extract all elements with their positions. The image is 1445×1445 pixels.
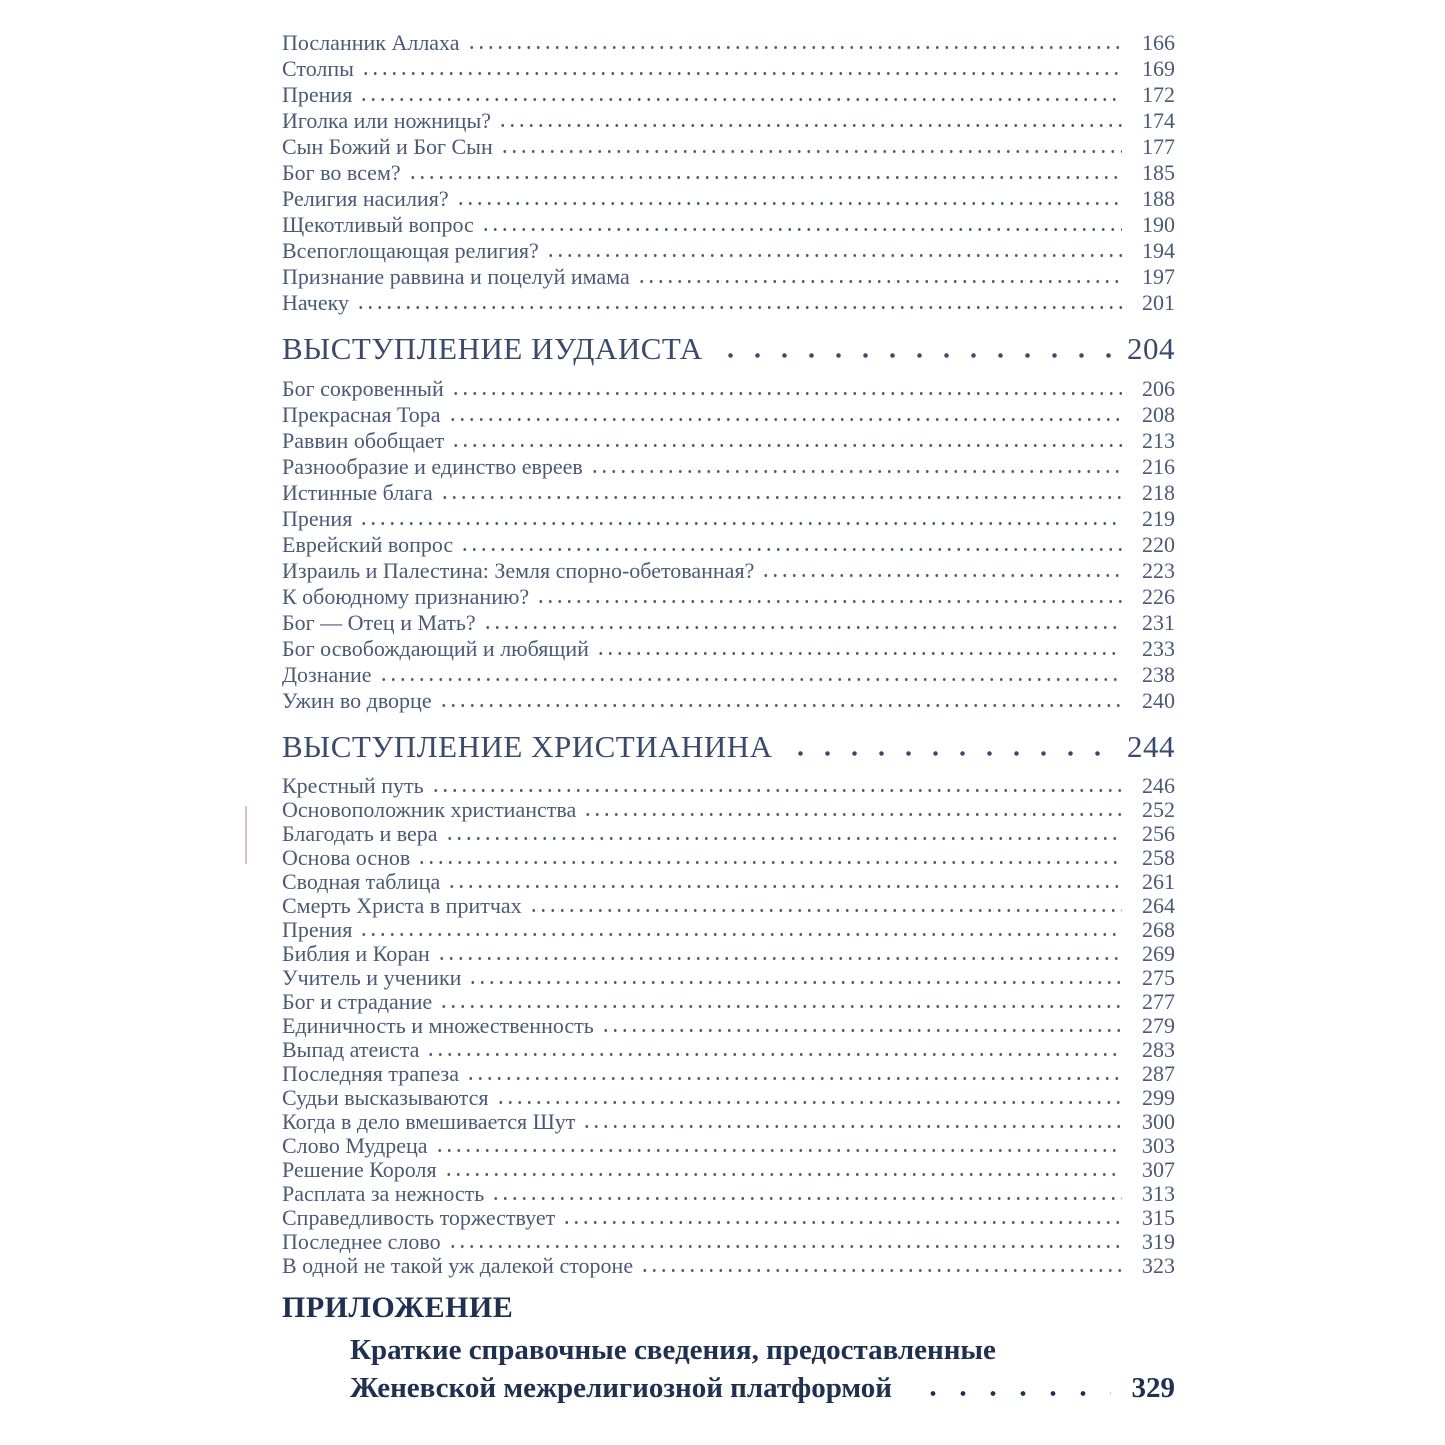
toc-entry-page: 226	[1142, 584, 1175, 609]
toc-entry	[282, 480, 1175, 506]
toc-entry	[282, 160, 1175, 186]
toc-section	[282, 728, 1175, 1278]
toc-section-heading	[282, 728, 1175, 766]
toc-entry-page: 166	[1142, 30, 1175, 55]
toc-entry-title: Ужин во дворце	[282, 688, 432, 713]
toc-entry-title: Последнее слово	[282, 1229, 441, 1254]
toc-entry	[282, 402, 1175, 428]
dot-leader	[417, 860, 1122, 865]
toc-entry-title: Когда в дело вмешивается Шут	[282, 1109, 576, 1134]
toc-entry-page: 283	[1142, 1037, 1175, 1062]
toc-entry-title: Всепоглощающая религия?	[282, 238, 539, 263]
dot-leader	[562, 1220, 1122, 1225]
toc-entry-page: 188	[1142, 186, 1175, 211]
toc-entry-title: Начеку	[282, 290, 349, 315]
toc-entry	[282, 688, 1175, 714]
toc-entry-title: Слово Мудреца	[282, 1133, 428, 1158]
toc-section	[282, 30, 1175, 316]
toc-entry-title: Прения	[282, 917, 353, 942]
dot-leader	[456, 201, 1122, 206]
toc-entry-page: 303	[1142, 1133, 1175, 1158]
toc-entry	[282, 798, 1175, 822]
dot-leader	[437, 956, 1122, 961]
dot-leader	[359, 97, 1122, 102]
toc-entry-title: Прения	[282, 82, 353, 107]
toc	[282, 30, 1175, 1408]
toc-entry-page: 246	[1142, 773, 1175, 798]
toc-entry-page: 277	[1142, 989, 1175, 1014]
toc-entry-page: 223	[1142, 558, 1175, 583]
toc-entry	[282, 454, 1175, 480]
toc-entry-title: Столпы	[282, 56, 354, 81]
toc-entry	[282, 1158, 1175, 1182]
toc-entry-page: 268	[1142, 917, 1175, 942]
dot-leader	[717, 352, 1111, 359]
toc-entry-title: К обоюдному признанию?	[282, 584, 530, 609]
section-heading-page: 244	[1127, 729, 1175, 764]
toc-entry-page: 213	[1142, 428, 1175, 453]
dot-leader	[529, 908, 1122, 913]
toc-entry-page: 208	[1142, 402, 1175, 427]
toc-entry-title: Бог во всем?	[282, 160, 401, 185]
toc-entry-page: 258	[1142, 845, 1175, 870]
dot-leader	[440, 495, 1122, 500]
toc-entry	[282, 82, 1175, 108]
toc-entry	[282, 264, 1175, 290]
toc-entry	[282, 1230, 1175, 1254]
dot-leader	[460, 547, 1122, 552]
toc-entry	[282, 1134, 1175, 1158]
toc-entry	[282, 918, 1175, 942]
dot-leader	[496, 1100, 1122, 1105]
toc-entry-page: 190	[1142, 212, 1175, 237]
toc-entry-title: Судьи высказываются	[282, 1085, 489, 1110]
dot-leader	[408, 175, 1122, 180]
toc-entry-page: 313	[1142, 1181, 1175, 1206]
toc-entry-page: 319	[1142, 1229, 1175, 1254]
toc-entry-title: Израиль и Палестина: Земля спорно-обетованная?	[282, 558, 755, 583]
dot-leader	[359, 521, 1122, 526]
toc-entry-title: Решение Короля	[282, 1157, 437, 1182]
toc-entry-title: Прения	[282, 506, 353, 531]
dot-leader	[546, 253, 1122, 258]
toc-entry	[282, 1110, 1175, 1134]
dot-leader	[468, 980, 1122, 985]
toc-entry-page: 300	[1142, 1109, 1175, 1134]
toc-entry-page: 315	[1142, 1205, 1175, 1230]
toc-entry-page: 233	[1142, 636, 1175, 661]
toc-entry	[282, 1182, 1175, 1206]
toc-entry-page: 201	[1142, 290, 1175, 315]
dot-leader	[596, 651, 1122, 656]
toc-entry-title: Еврейский вопрос	[282, 532, 454, 557]
toc-section-heading	[282, 330, 1175, 368]
toc-entry-page: 220	[1142, 532, 1175, 557]
toc-entry	[282, 134, 1175, 160]
toc-entry	[282, 1014, 1175, 1038]
toc-entry	[282, 584, 1175, 610]
toc-entry	[282, 238, 1175, 264]
toc-entry-title: Основа основ	[282, 845, 411, 870]
appendix-line: Краткие справочные сведения, предоставленные	[350, 1334, 996, 1366]
toc-entry-title: Выпад атеиста	[282, 1037, 420, 1062]
toc-entry-title: Расплата за нежность	[282, 1181, 485, 1206]
toc-entry-title: Единичность и множественность	[282, 1013, 594, 1038]
toc-section	[282, 1290, 1175, 1408]
toc-entry	[282, 942, 1175, 966]
toc-entry-page: 264	[1142, 893, 1175, 918]
dot-leader	[640, 1268, 1122, 1273]
toc-entry	[282, 966, 1175, 990]
toc-entry-page: 299	[1142, 1085, 1175, 1110]
toc-entry-title: Бог — Отец и Мать?	[282, 610, 476, 635]
dot-leader	[448, 417, 1122, 422]
toc-entry-title: Дознание	[282, 662, 372, 687]
dot-leader	[918, 1390, 1111, 1397]
toc-entry-title: Библия и Коран	[282, 941, 430, 966]
toc-entry-title: Бог сокровенный	[282, 376, 444, 401]
toc-entry-page: 261	[1142, 869, 1175, 894]
toc-entry	[282, 30, 1175, 56]
toc-entry-title: Иголка или ножницы?	[282, 108, 491, 133]
toc-entry-title: Учитель и ученики	[282, 965, 462, 990]
toc-entry-page: 252	[1142, 797, 1175, 822]
section-heading-page: 204	[1127, 331, 1175, 366]
toc-entry-title: Раввин обобщает	[282, 428, 445, 453]
toc-entry-title: Смерть Христа в притчах	[282, 893, 522, 918]
dot-leader	[356, 305, 1122, 310]
dot-leader	[498, 123, 1122, 128]
toc-entry-title: Основоположник христианства	[282, 797, 577, 822]
toc-entry	[282, 532, 1175, 558]
toc-entry	[282, 1254, 1175, 1278]
dot-leader	[447, 884, 1122, 889]
dot-leader	[601, 1028, 1122, 1033]
dot-leader	[481, 227, 1122, 232]
appendix-heading: ПРИЛОЖЕНИЕ	[282, 1291, 514, 1324]
toc-entry	[282, 636, 1175, 662]
toc-entry-page: 275	[1142, 965, 1175, 990]
dot-leader	[637, 279, 1122, 284]
toc-entry-title: Щекотливый вопрос	[282, 212, 474, 237]
toc-entry	[282, 506, 1175, 532]
toc-entry-page: 287	[1142, 1061, 1175, 1086]
toc-entry-title: Справедливость торжествует	[282, 1205, 556, 1230]
toc-entry	[282, 56, 1175, 82]
toc-entry	[282, 822, 1175, 846]
dot-leader	[582, 1124, 1122, 1129]
dot-leader	[467, 45, 1122, 50]
appendix-last-line	[282, 1368, 1175, 1408]
toc-entry	[282, 1062, 1175, 1086]
appendix-last-page: 329	[1131, 1372, 1175, 1404]
dot-leader	[379, 677, 1122, 682]
toc-section	[282, 330, 1175, 714]
toc-entry	[282, 1086, 1175, 1110]
toc-entry	[282, 894, 1175, 918]
toc-entry-page: 185	[1142, 160, 1175, 185]
dot-leader	[590, 469, 1122, 474]
toc-entry	[282, 774, 1175, 798]
toc-entry-page: 206	[1142, 376, 1175, 401]
appendix-last-title: Женевской межрелигиозной платформой	[350, 1372, 892, 1404]
toc-entry-title: В одной не такой уж далекой стороне	[282, 1253, 634, 1278]
dot-leader	[466, 1076, 1122, 1081]
toc-entry-page: 172	[1142, 82, 1175, 107]
toc-entry-page: 307	[1142, 1157, 1175, 1182]
toc-entry-page: 238	[1142, 662, 1175, 687]
toc-entry	[282, 212, 1175, 238]
dot-leader	[483, 625, 1122, 630]
dot-leader	[445, 836, 1122, 841]
toc-entry	[282, 662, 1175, 688]
section-heading-title: ВЫСТУПЛЕНИЕ ХРИСТИАНИНА	[282, 729, 773, 764]
toc-entry-page: 256	[1142, 821, 1175, 846]
toc-entry	[282, 428, 1175, 454]
toc-entry	[282, 108, 1175, 134]
toc-entry	[282, 376, 1175, 402]
toc-entry-title: Истинные блага	[282, 480, 433, 505]
dot-leader	[500, 149, 1122, 154]
toc-entry	[282, 186, 1175, 212]
toc-entry	[282, 870, 1175, 894]
dot-leader	[451, 443, 1122, 448]
toc-entry-page: 216	[1142, 454, 1175, 479]
dot-leader	[359, 932, 1122, 937]
dot-leader	[491, 1196, 1122, 1201]
toc-entry-title: Признание раввина и поцелуй имама	[282, 264, 630, 289]
toc-entry-page: 194	[1142, 238, 1175, 263]
toc-entry	[282, 990, 1175, 1014]
dot-leader	[435, 1148, 1122, 1153]
dot-leader	[451, 391, 1122, 396]
toc-entry	[282, 1038, 1175, 1062]
toc-entry-page: 169	[1142, 56, 1175, 81]
toc-entry	[282, 610, 1175, 636]
dot-leader	[439, 703, 1122, 708]
toc-entry-page: 231	[1142, 610, 1175, 635]
toc-entry-title: Крестный путь	[282, 773, 424, 798]
dot-leader	[448, 1244, 1122, 1249]
toc-entry-title: Прекрасная Тора	[282, 402, 441, 427]
toc-entry-page: 219	[1142, 506, 1175, 531]
toc-entry-page: 197	[1142, 264, 1175, 289]
section-heading-title: ВЫСТУПЛЕНИЕ ИУДАИСТА	[282, 331, 703, 366]
toc-entry	[282, 846, 1175, 870]
toc-entry-title: Благодать и вера	[282, 821, 438, 846]
dot-leader	[787, 750, 1111, 757]
dot-leader	[361, 71, 1122, 76]
toc-entry-title: Бог и страдание	[282, 989, 433, 1014]
dot-leader	[536, 599, 1122, 604]
dot-leader	[431, 788, 1122, 793]
dot-leader	[439, 1004, 1122, 1009]
scan-artifact-line	[245, 806, 247, 864]
toc-entry-page: 177	[1142, 134, 1175, 159]
toc-entry-page: 174	[1142, 108, 1175, 133]
toc-entry-page: 269	[1142, 941, 1175, 966]
toc-entry	[282, 1206, 1175, 1230]
toc-entry-title: Сын Божий и Бог Сын	[282, 134, 493, 159]
dot-leader	[426, 1052, 1122, 1057]
toc-entry-title: Бог освобождающий и любящий	[282, 636, 589, 661]
toc-entry-title: Религия насилия?	[282, 186, 449, 211]
toc-entry-title: Разнообразие и единство евреев	[282, 454, 583, 479]
dot-leader	[444, 1172, 1122, 1177]
toc-entry-title: Сводная таблица	[282, 869, 441, 894]
toc-entry-page: 279	[1142, 1013, 1175, 1038]
toc-entry-title: Посланник Аллаха	[282, 30, 460, 55]
toc-entry	[282, 558, 1175, 584]
toc-entry-page: 240	[1142, 688, 1175, 713]
toc-entry-page: 323	[1142, 1253, 1175, 1278]
toc-entry-title: Последняя трапеза	[282, 1061, 459, 1086]
toc-entry	[282, 290, 1175, 316]
toc-entry-page: 218	[1142, 480, 1175, 505]
dot-leader	[583, 812, 1122, 817]
dot-leader	[761, 573, 1122, 578]
